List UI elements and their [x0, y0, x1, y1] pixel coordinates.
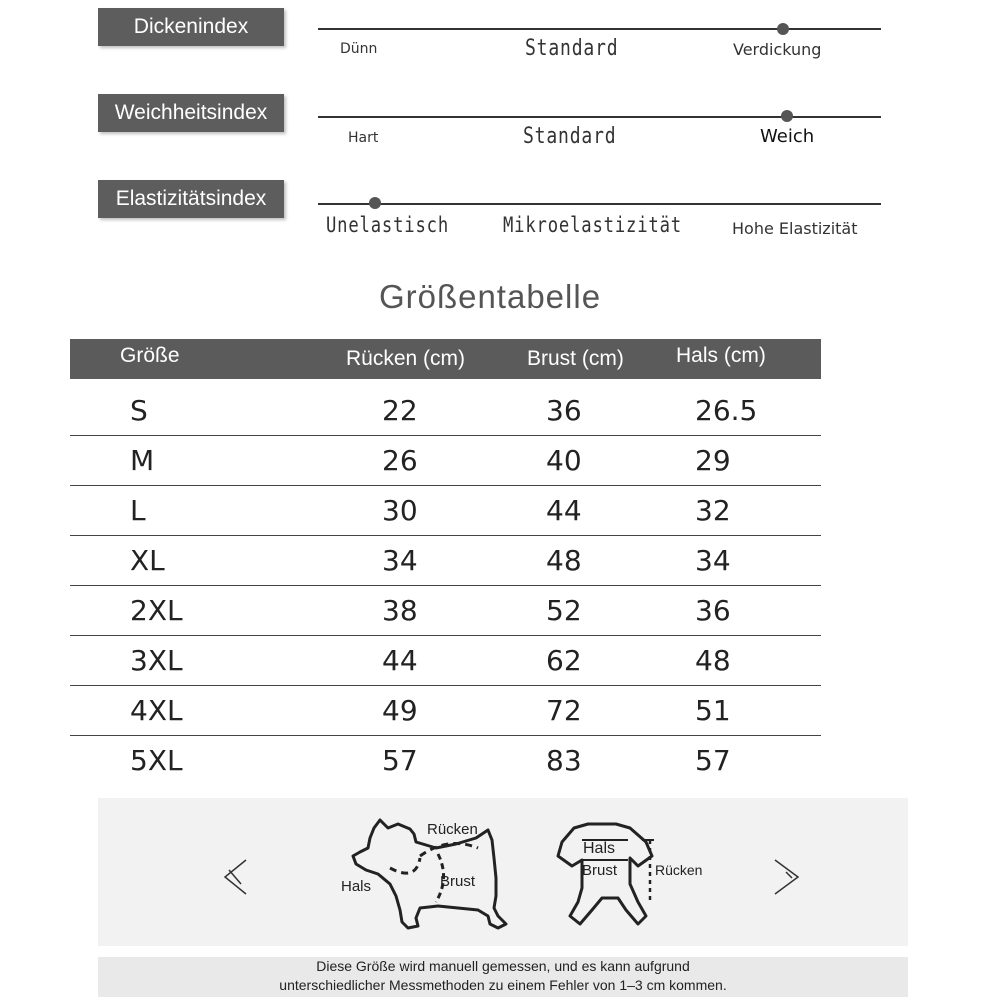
dog-label-neck: Hals: [341, 878, 372, 895]
cell-neck: 51: [695, 694, 731, 727]
scale-marker-elasticity: [369, 197, 381, 209]
header-chest: Brust (cm): [527, 347, 624, 370]
cell-neck: 26.5: [695, 394, 758, 427]
cell-back: 26: [382, 444, 418, 477]
index-label-softness: Weichheitsindex: [98, 94, 284, 132]
table-row: [70, 536, 821, 586]
scale-marker-softness: [781, 110, 793, 122]
scale-option-soft: Weich: [760, 126, 815, 147]
dog-label-chest: Brust: [440, 873, 476, 890]
note-line-1: Diese Größe wird manuell gemessen, und es kann aufgrund: [316, 958, 690, 974]
scale-line-thickness: [318, 28, 881, 30]
shirt-label-chest: Brust: [582, 862, 618, 879]
measurement-note: [98, 957, 908, 997]
measurement-illustration: [98, 798, 908, 946]
scale-option-thickened: Verdickung: [733, 40, 822, 59]
note-line-2: unterschiedlicher Messmethoden zu einem Fehler von 1–3 cm kommen.: [279, 977, 727, 993]
cell-chest: 40: [546, 444, 582, 477]
cell-size: 3XL: [130, 644, 183, 677]
cell-chest: 83: [546, 744, 582, 777]
header-size: Größe: [120, 344, 180, 367]
shirt-label-back: Rücken: [655, 862, 703, 878]
cell-back: 57: [382, 744, 418, 777]
size-table-title: Größentabelle: [378, 278, 602, 315]
scale-option-inelastic: Unelastisch: [326, 213, 450, 237]
cell-size: M: [130, 444, 155, 477]
table-row: [70, 386, 821, 436]
shirt-label-neck: Hals: [583, 840, 616, 857]
table-row: [70, 486, 821, 536]
cell-neck: 32: [695, 494, 731, 527]
table-row: [70, 736, 821, 786]
prev-arrow-icon[interactable]: [225, 860, 246, 894]
table-row: [70, 636, 821, 686]
cell-size: 5XL: [130, 744, 183, 777]
cell-back: 44: [382, 644, 418, 677]
header-neck: Hals (cm): [676, 344, 766, 367]
cell-chest: 62: [546, 644, 582, 677]
table-row: [70, 686, 821, 736]
cell-back: 30: [382, 494, 418, 527]
scale-option-standard: Standard: [525, 36, 619, 61]
cell-size: 2XL: [130, 594, 183, 627]
cell-size: L: [130, 494, 146, 527]
index-label-thickness: Dickenindex: [98, 8, 284, 46]
scale-line-elasticity: [318, 203, 881, 205]
cell-neck: 48: [695, 644, 731, 677]
scale-line-softness: [318, 116, 881, 118]
scale-option-micro-elastic: Mikroelastizität: [503, 213, 683, 237]
cell-size: XL: [130, 544, 165, 577]
scale-option-standard: Standard: [523, 124, 617, 149]
cell-size: S: [130, 394, 148, 427]
scale-marker-thickness: [777, 23, 789, 35]
cell-back: 22: [382, 394, 418, 427]
scale-option-high-elastic: Hohe Elastizität: [732, 219, 858, 238]
cell-chest: 52: [546, 594, 582, 627]
header-back: Rücken (cm): [346, 347, 466, 370]
cell-chest: 36: [546, 394, 582, 427]
cell-neck: 57: [695, 744, 731, 777]
dog-label-back: Rücken: [427, 821, 478, 838]
cell-neck: 34: [695, 544, 731, 577]
cell-chest: 72: [546, 694, 582, 727]
next-arrow-icon[interactable]: [775, 860, 798, 894]
cell-back: 38: [382, 594, 418, 627]
scale-option-thin: Dünn: [340, 41, 378, 57]
table-row: [70, 436, 821, 486]
cell-chest: 48: [546, 544, 582, 577]
cell-neck: 29: [695, 444, 731, 477]
table-row: [70, 586, 821, 636]
cell-back: 49: [382, 694, 418, 727]
index-label-elasticity: Elastizitätsindex: [98, 180, 284, 218]
size-table-header: [70, 339, 821, 379]
cell-back: 34: [382, 544, 418, 577]
cell-size: 4XL: [130, 694, 183, 727]
scale-option-hard: Hart: [348, 130, 379, 146]
cell-chest: 44: [546, 494, 582, 527]
cell-neck: 36: [695, 594, 731, 627]
